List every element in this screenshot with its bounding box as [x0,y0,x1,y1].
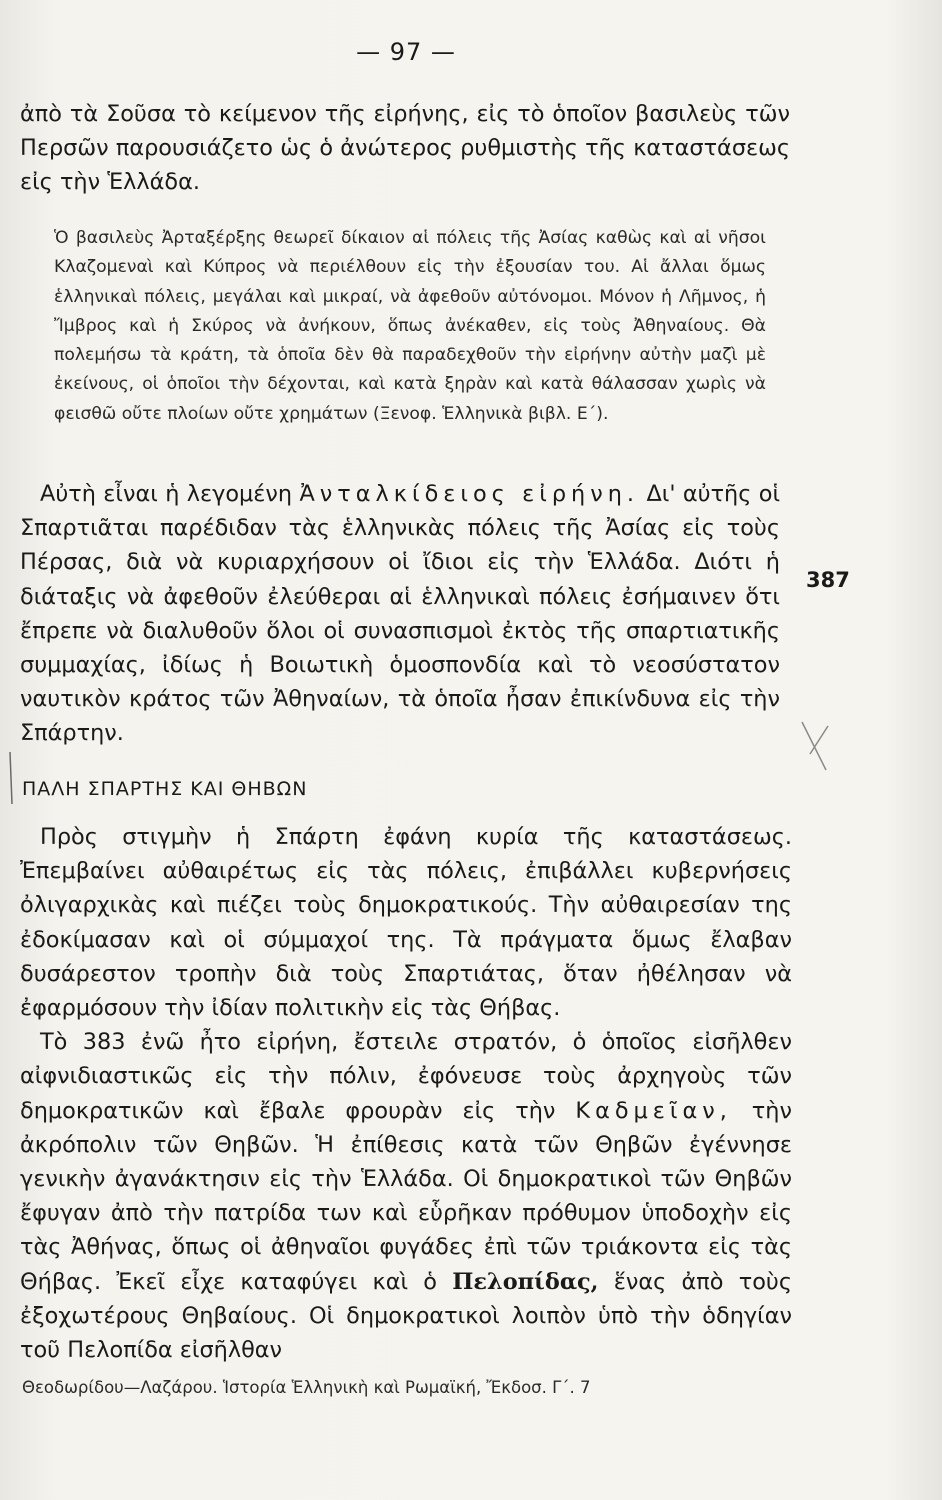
section-heading: ΠΑΛΗ ΣΠΑΡΤΗΣ ΚΑΙ ΘΗΒΩΝ [22,778,308,800]
quotation-block: Ὁ βασιλεὺς Ἀρταξέρξης θεωρεῖ δίκαιον αἱ πόλεις τῆς Ἀσίας καθὼς καὶ αἱ νῆσοι Κλαζομεναὶ καὶ Κύπρος νὰ περιέλθουν εἰς τὴν ἐξουσίαν του. Αἱ ἄλλαι ὅμως ἑλληνικαὶ πόλεις, μεγάλαι καὶ μικραί, νὰ ἀφεθοῦν αὐτόνομοι. Μόνον ἡ Λῆμνος, ἡ Ἴμβρος καὶ ἡ Σκύρος νὰ ἀνήκουν, ὅπως ἀνέκαθεν, εἰς τοὺς Ἀθηναίους. Θὰ πολεμήσω τὰ κράτη, τὰ ὁποῖα δὲν θὰ παραδεχθοῦν τὴν εἰρήνην αὐτὴν μαζὶ μὲ ἐκείνους, οἱ ὁποῖοι τὴν δέχονται, καὶ κατὰ ξηρὰν καὶ κατὰ θάλασσαν χωρὶς νὰ φεισθῶ οὔτε πλοίων οὔτε χρημάτων (Ξενοφ. Ἑλληνικὰ βιβλ. Ε΄). [54,228,766,424]
page-number: — 97 — [356,38,456,66]
stray-pencil-mark-icon [0,748,20,808]
paragraph-3-body: Πρὸς στιγμὴν ἡ Σπάρτη ἐφάνη κυρία τῆς καταστάσεως. Ἐπεμβαίνει αὐθαιρέτως εἰς τὰς πόλεις, ἐπιβάλλει κυβερνήσεις ὀλιγαρχικὰς καὶ πιέζει τοὺς δημοκρατικούς. Τὴν αὐθαιρεσίαν της ἐδοκίμασαν καὶ οἱ σύμμαχοί της. Τὰ πράγματα ὅμως ἔλαβαν δυσάρεστον τροπὴν διὰ τοὺς Σπαρτιάτας, ὅταν ἠθέλησαν νὰ ἐφαρμόσουν τὴν ἰδίαν πολιτικὴν εἰς τὰς Θήβας. [20,824,792,1022]
paragraph-4-intro: Τὸ 383 ἐνῶ ἦτο εἰρήνη, ἔστειλε στρατόν, ὁ ὁποῖος εἰσῆλθεν αἰφνιδιαστικῶς εἰς τὴν πόλιν, ἐφόνευσε τοὺς ἀρχηγοὺς τῶν δημοκρατικῶν καὶ ἔβαλε φρουρὰν εἰς τὴν [20,1029,792,1124]
paragraph-1: ἀπὸ τὰ Σοῦσα τὸ κείμενον τῆς εἰρήνης, εἰς τὸ ὁποῖον βασιλεὺς τῶν Περσῶν παρουσιάζετο ὡς ὁ ἀνώτερος ρυθμιστὴς τῆς καταστάσεως εἰς τὴν Ἑλλάδα. [20,101,790,196]
paragraph-3 [20,820,792,1367]
paragraph-2-intro: Αὐτὴ εἶναι ἡ λεγομένη [40,481,293,507]
pelopidas-name: Πελοπίδας, [452,1268,599,1295]
antalkidas-peace-term: Ἀνταλκίδειος εἰρήνη. [299,481,640,507]
kadmeia-term: Καδμεῖαν, [575,1097,732,1124]
page-footer: Θεοδωρίδου—Λαζάρου. Ἱστορία Ἑλληνικὴ καὶ Ρωμαϊκή, Ἔκδοσ. Γ΄. 7 [22,1378,591,1397]
paragraph-2-body: Δι' αὐτῆς οἱ Σπαρτιᾶται παρέδιδαν τὰς ἑλληνικὰς πόλεις τῆς Ἀσίας εἰς τοὺς Πέρσας, διὰ νὰ κυριαρχήσουν οἱ ἴδιοι εἰς τὴν Ἑλλάδα. Διότι ἡ διάταξις νὰ ἀφεθοῦν ἐλεύθεραι αἱ ἑλληνικαὶ πόλεις ἐσήμαινεν ὅτι ἔπρεπε νὰ διαλυθοῦν ὅλοι οἱ συνασπισμοὶ ἐκτὸς τῆς σπαρτιατικῆς συμμαχίας, ἰδίως ἡ Βοιωτικὴ ὁμοσπονδία καὶ τὸ νεοσύστατον ναυτικὸν κράτος τῶν Ἀθηναίων, τὰ ὁποῖα ἦσαν ἐπικίνδυνα εἰς τὴν Σπάρτην. [20,481,781,747]
margin-year-note: 387 [806,568,850,592]
paragraph-4-end: ἕνας ἀπὸ τοὺς ἐξοχωτέρους Θηβαίους. Οἱ δημοκρατικοὶ λοιπὸν ὑπὸ τὴν ὁδηγίαν τοῦ Πελοπίδα εἰσῆλθαν [20,1268,792,1364]
paragraph-4-middle: τὴν ἀκρόπολιν τῶν Θηβῶν. Ἡ ἐπίθεσις κατὰ τῶν Θηβῶν ἐγέννησε γενικὴν ἀγανάκτησιν εἰς τὴν Ἑλλάδα. Οἱ δημοκρατικοὶ τῶν Θηβῶν ἔφυγαν ἀπὸ τὴν πατρίδα των καὶ εὗρῆκαν πρόθυμον ὑποδοχὴν εἰς τὰς Ἀθήνας, ὅπως οἱ ἀθηναῖοι φυγάδες ἐπὶ τῶν τριάκοντα εἰς τὰς Θήβας. Ἐκεῖ εἶχε καταφύγει καὶ ὁ [20,1097,792,1295]
pencil-mark-icon [796,718,836,778]
paragraph-2 [20,477,780,751]
